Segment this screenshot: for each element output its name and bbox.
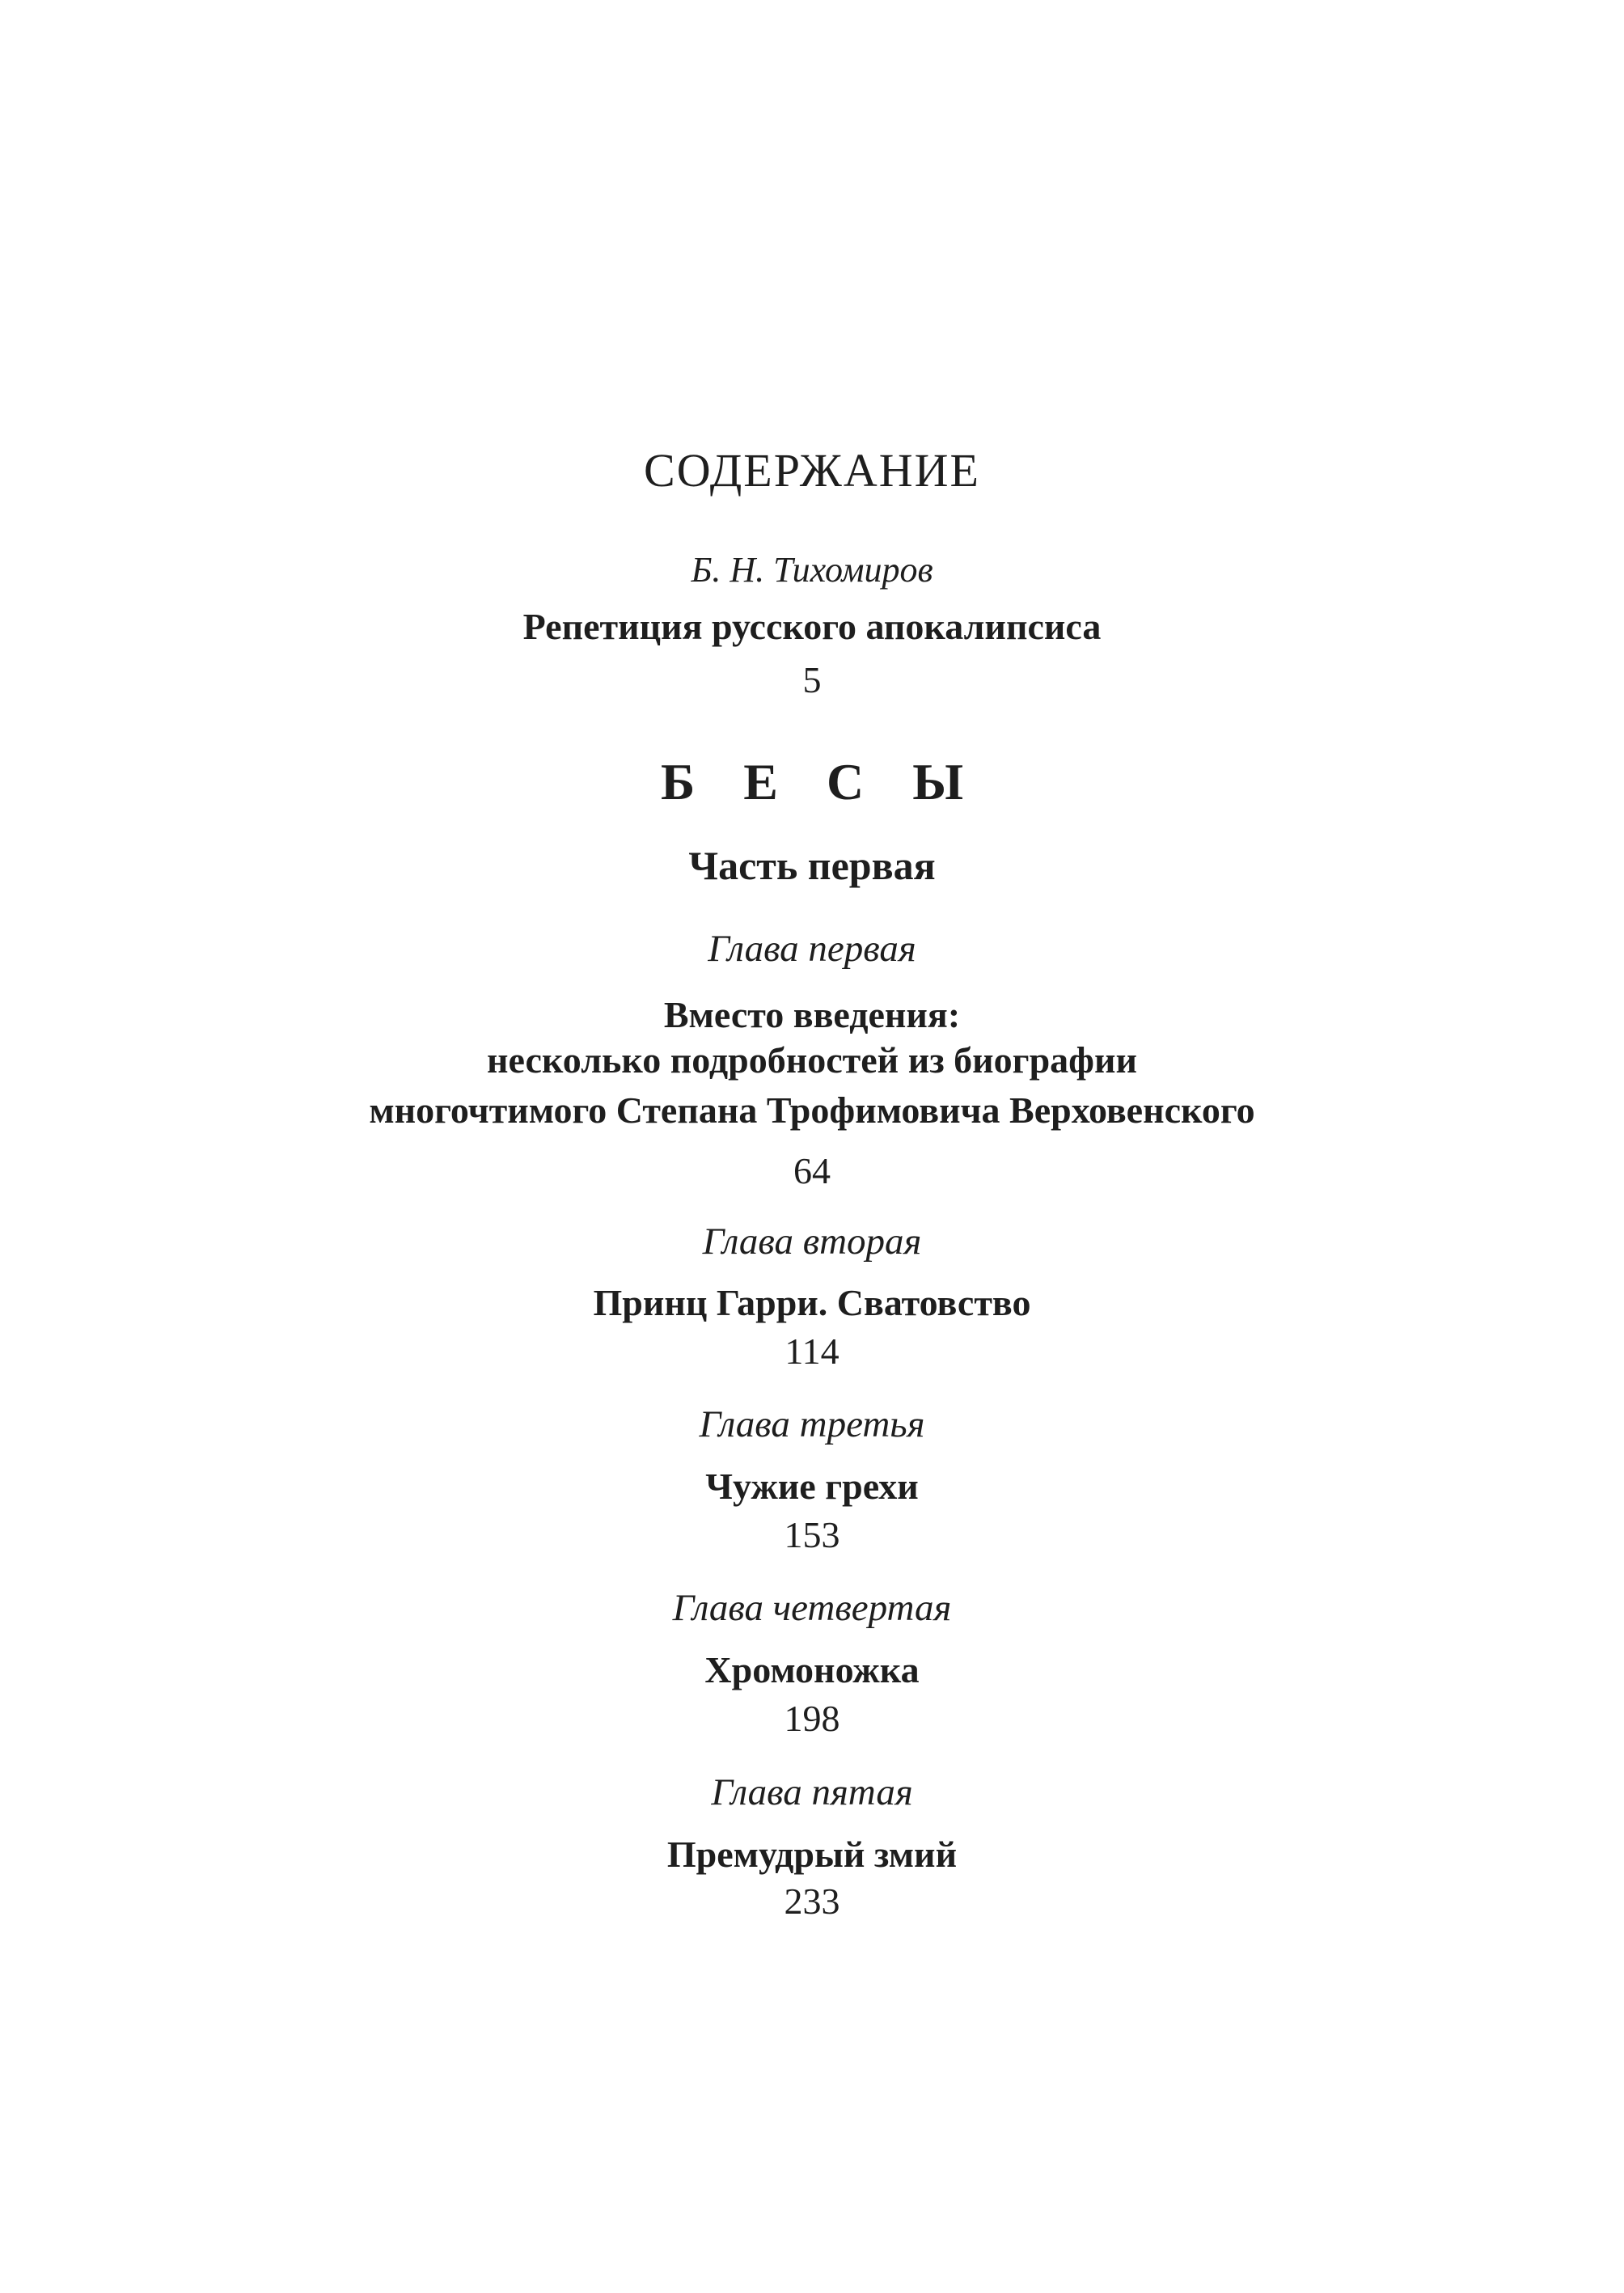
book-title: Б Е С Ы xyxy=(660,753,982,810)
preface-author: Б. Н. Тихомиров xyxy=(691,550,933,590)
chapter-page-number[interactable]: 153 xyxy=(784,1514,840,1555)
preface-page-number[interactable]: 5 xyxy=(802,659,822,700)
chapter-label: Глава третья xyxy=(699,1403,925,1445)
chapter-page-number[interactable]: 198 xyxy=(784,1698,840,1739)
chapter-label: Глава первая xyxy=(708,928,916,970)
chapter-title-line[interactable]: многочтимого Степана Трофимовича Верховенского xyxy=(369,1089,1255,1131)
chapter-label: Глава четвертая xyxy=(672,1587,952,1629)
preface-title[interactable]: Репетиция русского апокалипсиса xyxy=(522,606,1102,647)
chapter-page-number[interactable]: 114 xyxy=(785,1331,839,1372)
chapter-title-line[interactable]: Вместо введения: xyxy=(663,994,961,1035)
chapter-title-line[interactable]: Принц Гарри. Сватовство xyxy=(593,1282,1031,1323)
chapter-title-line[interactable]: Хромоножка xyxy=(704,1649,920,1690)
chapter-title-line[interactable]: Чужие грехи xyxy=(705,1466,919,1507)
chapter-page-number[interactable]: 233 xyxy=(784,1881,840,1922)
chapter-title-line[interactable]: Премудрый змий xyxy=(666,1834,958,1875)
chapter-title-line[interactable]: несколько подробностей из биографии xyxy=(487,1039,1137,1081)
chapter-label: Глава вторая xyxy=(702,1221,922,1263)
part-title: Часть первая xyxy=(688,843,936,888)
chapter-label: Глава пятая xyxy=(711,1771,913,1813)
contents-heading: СОДЕРЖАНИЕ xyxy=(644,444,980,497)
chapter-page-number[interactable]: 64 xyxy=(793,1150,831,1191)
